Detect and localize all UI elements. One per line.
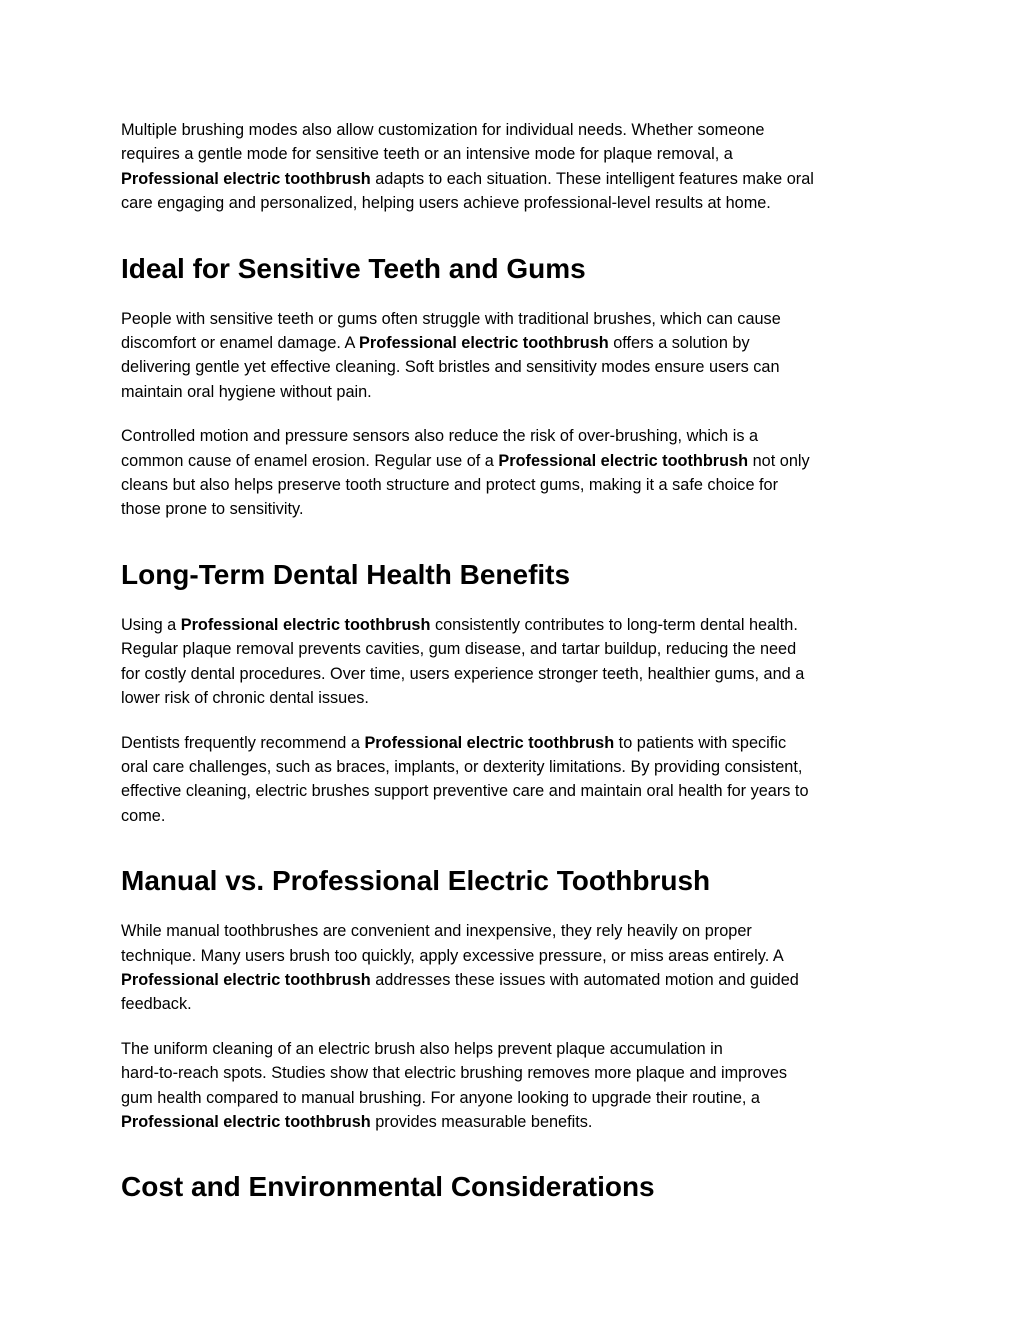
paragraph-sensitive-teeth-1 xyxy=(121,307,921,405)
text-run: gum health compared to manual brushing. For anyone looking to upgrade their routine, a xyxy=(121,1088,760,1107)
text-line xyxy=(121,804,921,828)
spacer xyxy=(121,404,921,424)
paragraph-manual-vs-electric-2 xyxy=(121,1037,921,1135)
paragraph-sensitive-teeth-2 xyxy=(121,424,921,522)
heading-text: Long-Term Dental Health Benefits xyxy=(121,558,571,590)
emphasis-term: Professional electric toothbrush xyxy=(121,1112,371,1131)
emphasis-term: Professional electric toothbrush xyxy=(180,615,431,634)
text-run: for costly dental procedures. Over time, users experience stronger teeth, healthier gums, and a xyxy=(121,664,805,683)
paragraph-long-term-1 xyxy=(121,613,921,711)
text-line xyxy=(121,1110,921,1134)
text-run: feedback. xyxy=(121,995,192,1014)
text-line xyxy=(121,613,921,637)
text-line xyxy=(121,992,921,1016)
text-run: Dentists frequently recommend a xyxy=(121,733,365,752)
text-run: delivering gentle yet effective cleaning. Soft bristles and sensitivity modes ensure users can xyxy=(121,358,780,377)
text-run: addresses these issues with automated motion and guided xyxy=(370,970,799,989)
text-line xyxy=(121,662,921,686)
emphasis-term: Professional electric toothbrush xyxy=(121,970,371,989)
text-line xyxy=(121,191,921,215)
text-run: oral care challenges, such as braces, implants, or dexterity limitations. By providing consistent, xyxy=(121,757,803,776)
paragraph-brushing-modes xyxy=(121,118,921,216)
text-line xyxy=(121,1061,921,1085)
spacer xyxy=(121,828,921,864)
text-run: to patients with specific xyxy=(614,733,787,752)
heading-text: Ideal for Sensitive Teeth and Gums xyxy=(121,252,586,284)
text-run: People with sensitive teeth or gums often struggle with traditional brushes, which can cause xyxy=(121,309,781,328)
emphasis-term: Professional electric toothbrush xyxy=(359,334,609,353)
spacer xyxy=(121,1134,921,1170)
text-run: Regular plaque removal prevents cavities, gum disease, and tartar buildup, reducing the need xyxy=(121,640,797,659)
emphasis-term: Professional electric toothbrush xyxy=(498,451,749,470)
text-line xyxy=(121,919,921,943)
text-run: effective cleaning, electric brushes support preventive care and maintain oral health for years to xyxy=(121,782,809,801)
heading-long-term-benefits xyxy=(121,558,921,592)
emphasis-term: Professional electric toothbrush xyxy=(121,169,371,188)
paragraph-manual-vs-electric-1 xyxy=(121,919,921,1017)
text-run: those prone to sensitivity. xyxy=(121,500,304,519)
spacer xyxy=(121,216,921,252)
spacer xyxy=(121,711,921,731)
text-line xyxy=(121,449,921,473)
heading-manual-vs-electric xyxy=(121,864,921,898)
text-line xyxy=(121,1086,921,1110)
text-line xyxy=(121,731,921,755)
text-line xyxy=(121,142,921,166)
text-line xyxy=(121,497,921,521)
text-run: discomfort or enamel damage. A xyxy=(121,334,360,353)
text-run: Multiple brushing modes also allow customization for individual needs. Whether someone xyxy=(121,121,765,139)
text-run: technique. Many users brush too quickly, apply excessive pressure, or miss areas entirely. A xyxy=(121,946,784,965)
text-line xyxy=(121,779,921,803)
text-line xyxy=(121,307,921,331)
text-line xyxy=(121,380,921,404)
text-run: requires a gentle mode for sensitive teeth or an intensive mode for plaque removal, a xyxy=(121,145,733,164)
paragraph-long-term-2 xyxy=(121,731,921,829)
text-line xyxy=(121,473,921,497)
text-run: cleans but also helps preserve tooth structure and protect gums, making it a safe choice for xyxy=(121,476,779,495)
text-run: hard-to-reach spots. Studies show that electric brushing removes more plaque and improves xyxy=(121,1064,788,1083)
text-run: provides measurable benefits. xyxy=(370,1112,593,1131)
text-line xyxy=(121,331,921,355)
spacer xyxy=(121,898,921,919)
text-run: maintain oral hygiene without pain. xyxy=(121,382,372,401)
text-run: Controlled motion and pressure sensors also reduce the risk of over-brushing, which is a xyxy=(121,427,759,446)
text-line xyxy=(121,355,921,379)
document-page xyxy=(121,118,921,1204)
text-run: lower risk of chronic dental issues. xyxy=(121,689,369,708)
text-run: Using a xyxy=(121,615,181,634)
text-line xyxy=(121,167,921,191)
text-line xyxy=(121,424,921,448)
heading-text: Cost and Environmental Considerations xyxy=(121,1171,655,1203)
text-run: care engaging and personalized, helping users achieve professional-level results at home. xyxy=(121,194,771,213)
spacer xyxy=(121,286,921,307)
text-line xyxy=(121,118,921,142)
spacer xyxy=(121,522,921,558)
text-line xyxy=(121,1037,921,1061)
text-line xyxy=(121,637,921,661)
emphasis-term: Professional electric toothbrush xyxy=(364,733,615,752)
heading-sensitive-teeth xyxy=(121,252,921,286)
text-run: offers a solution by xyxy=(608,334,750,353)
text-run: While manual toothbrushes are convenient and inexpensive, they rely heavily on proper xyxy=(121,922,752,941)
text-run: The uniform cleaning of an electric brush also helps prevent plaque accumulation in xyxy=(121,1039,723,1058)
text-run: come. xyxy=(121,806,166,825)
text-line xyxy=(121,755,921,779)
heading-cost-environment xyxy=(121,1170,921,1204)
text-run: adapts to each situation. These intelligent features make oral xyxy=(370,169,814,188)
text-run: not only xyxy=(748,451,810,470)
text-line xyxy=(121,944,921,968)
spacer xyxy=(121,1017,921,1037)
text-line xyxy=(121,686,921,710)
text-run: consistently contributes to long-term dental health. xyxy=(430,615,798,634)
spacer xyxy=(121,592,921,613)
text-run: common cause of enamel erosion. Regular use of a xyxy=(121,451,499,470)
heading-text: Manual vs. Professional Electric Toothbrush xyxy=(121,865,711,897)
text-line xyxy=(121,968,921,992)
